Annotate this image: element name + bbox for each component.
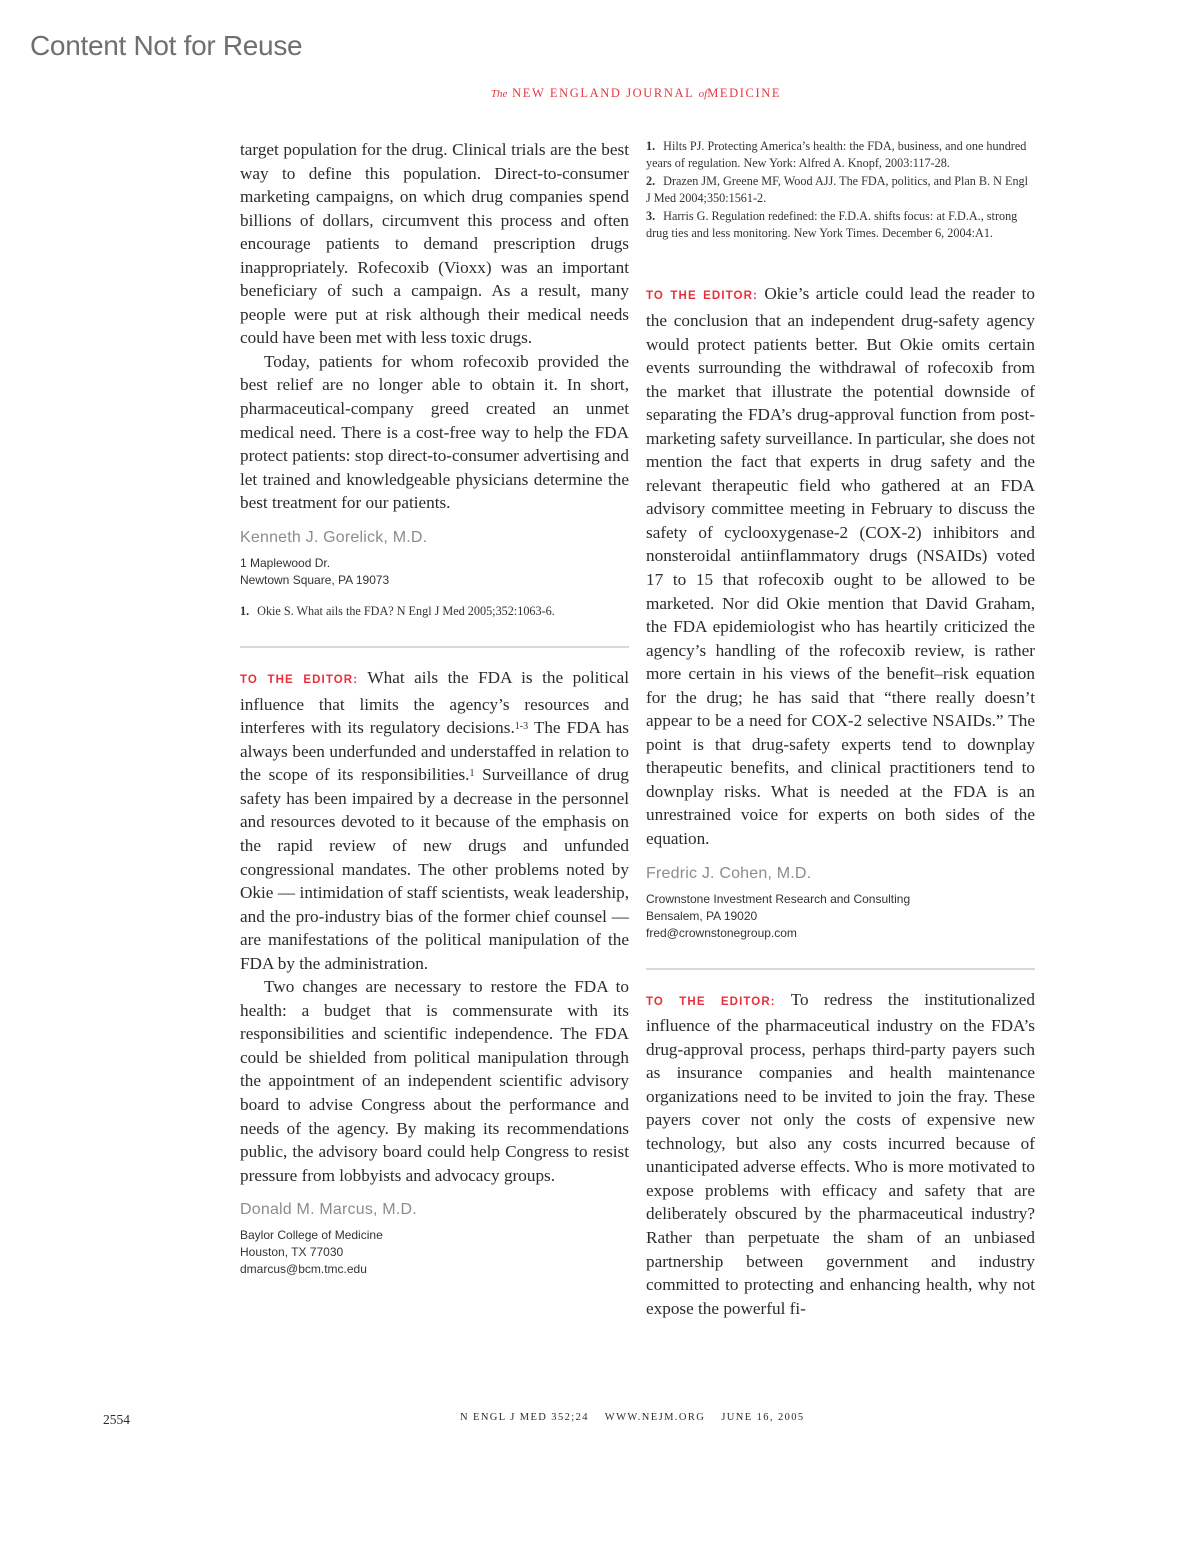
reference-text: Drazen JM, Greene MF, Wood AJJ. The FDA, politics, and Plan B. N Engl J Med 2004;350:1561-2. [646, 173, 1029, 206]
reference-text: Okie S. What ails the FDA? N Engl J Med 2005;352:1063-6. [257, 603, 555, 618]
reference-number: 1. [240, 603, 250, 618]
citation-superscript: 1 [469, 768, 475, 780]
letter-gorelick [240, 138, 629, 620]
reference-text: Hilts PJ. Protecting America’s health: the FDA, business, and one hundred years of regulation. New York: Alfred A. Knopf, 2003:117-28. [646, 139, 1027, 171]
letter-cohen [646, 282, 1035, 941]
author-signature: Donald M. Marcus, M.D. [240, 1201, 417, 1219]
journal-running-head [0, 86, 1200, 101]
letter-paragraph: Two changes are necessary to restore the FDA to health: a budget that is commensurate with its responsibilities and scientific independence. The FDA could be shielded from political manipulation through the appointment of an independent scientific advisory board to advise Congress about the performance and needs of the agency. By making its recommendations public, the advisory board could help Congress to resist pressure from lobbyists and advocacy groups. [240, 977, 629, 1185]
author-signature: Kenneth J. Gorelick, M.D. [240, 528, 428, 546]
to-the-editor-label: TO THE EDITOR: [240, 674, 359, 687]
reference-item [646, 208, 1035, 243]
citation-superscript: 1-3 [514, 721, 529, 733]
reference-item [240, 603, 629, 620]
author-address [240, 1227, 629, 1278]
reference-text: Harris G. Regulation redefined: the F.D.A. shifts focus: at F.D.A., strong drug ties and less monitoring. New York Times. December 6, 2004:A1. [646, 208, 1018, 241]
page-number: 2554 [103, 1412, 130, 1427]
journal-of: of [698, 88, 708, 100]
letter-marcus [240, 666, 629, 1278]
right-column [646, 138, 1035, 1320]
letter-paragraph: TO THE EDITOR: What ails the FDA is the political influence that limits the agency’s resources and interferes with its regulatory decisions.$^{1-3}$ The FDA has always been underfunded and understaffed in relation to the scope of its responsibilities.$^1$ Surveillance of drug safety has been impaired by a decrease in the personnel and resources devoted to it because of the emphasis on the rapid review of new drugs and unfunded congressional mandates. The other problems noted by Okie — intimidation of staff scientists, weak leadership, and the pro-industry bias of the former chief counsel — are manifestations of the political manipulation of the FDA by the administration. [240, 668, 629, 973]
author-email[interactable]: dmarcus@bcm.tmc.edu [240, 1262, 367, 1277]
letter-paragraph: TO THE EDITOR: Okie’s article could lead the reader to the conclusion that an independent drug-safety agency would protect patients better. But Okie omits certain events surrounding the withdrawal of rofecoxib from the market that illustrate the potential downside of separating the FDA’s drug-approval function from post-marketing safety surveillance. In particular, she does not mention the fact that experts in drug safety and the relevant therapeutic field who gathered at an FDA advisory committee meeting in February to discuss the safety of cyclooxygenase-2 (COX-2) inhibitors and nonsteroidal antiinflammatory drugs (NSAIDs) voted 17 to 15 that rofecoxib ought to be allowed to be marketed. Nor did Okie mention that David Graham, the FDA epidemiologist who has heartily criticized the agency’s handling of the rofecoxib review, is rather more certain in his views of the benefit–risk equation for the drug; he has said that “there really doesn’t appear to be a need for COX-2 selective NSAIDs.” The point is that drug-safety experts tend to downplay therapeutic benefits, and clinical practitioners tend to downplay risks. What is needed at the FDA is an unrestrained voice for experts on both sides of the equation. [646, 284, 1036, 849]
reference-number: 3. [646, 208, 656, 223]
letter-paragraph: Today, patients for whom rofecoxib provided the best relief are no longer able to obtain it. In short, pharmaceutical-company greed created an unmet medical need. There is a cost-free way to help the FDA protect patients: stop direct-to-consumer advertising and let trained and knowledgeable physicians determine the best treatment for our patients. [240, 351, 629, 513]
section-divider [240, 646, 629, 648]
author-signature: Fredric J. Cohen, M.D. [646, 864, 812, 882]
reference-number: 1. [646, 139, 656, 153]
author-address [646, 891, 1035, 942]
left-column [240, 138, 629, 1278]
author-email[interactable]: fred@crownstonegroup.com [646, 925, 797, 940]
reference-item [646, 138, 1035, 173]
address-line: Bensalem, PA 19020 [646, 908, 758, 923]
address-line: Baylor College of Medicine [240, 1228, 383, 1243]
section-divider [646, 968, 1035, 970]
letter-fourth [646, 988, 1035, 1321]
watermark: Content Not for Reuse [30, 30, 303, 61]
reference-list [240, 603, 629, 620]
journal-citation: N ENGL J MED 352;24 WWW.NEJM.ORG JUNE 16, 2005 [460, 1412, 805, 1423]
to-the-editor-label: TO THE EDITOR: [646, 995, 776, 1008]
address-line: Crownstone Investment Research and Consulting [646, 891, 911, 906]
journal-suffix: MEDICINE [707, 86, 782, 100]
letter-paragraph: TO THE EDITOR: To redress the institutionalized influence of the pharmaceutical industry on the FDA’s drug-approval process, perhaps third-party payers such as insurance companies and health maintenance organizations need to be invited to join the fray. These payers cover not only the costs of expensive new technology, but also any costs incurred because of unanticipated adverse effects. Who is more motivated to expose problems with efficacy and safety that are deliberately obscured by the pharmaceutical industry? Rather than perpetuate the sham of an unbiased partnership between government and industry committed to protecting and enhancing health, why not expose the powerful fi- [646, 989, 1035, 1318]
reference-item [646, 173, 1035, 208]
address-line: Houston, TX 77030 [240, 1245, 344, 1260]
website-link[interactable]: WWW.NEJM.ORG [604, 1412, 706, 1423]
issue-date: JUNE 16, 2005 [721, 1412, 805, 1423]
address-line: Newtown Square, PA 19073 [240, 572, 390, 587]
to-the-editor-label: TO THE EDITOR: [646, 290, 758, 303]
spacer [646, 242, 1035, 282]
reference-list [646, 138, 1035, 242]
author-address [240, 555, 629, 589]
journal-prefix: The [490, 88, 508, 100]
reference-number: 2. [646, 173, 656, 188]
letter-paragraph: target population for the drug. Clinical trials are the best way to define this population. Direct-to-consumer marketing campaigns, on which drug companies spend billions of dollars, circumvent this process and often encourage patients to demand prescription drugs inappropriately. Rofecoxib (Vioxx) was an important beneficiary of such a campaign. As a result, many people were put at risk although their medical needs could have been met with less toxic drugs. [240, 140, 629, 348]
journal-name: NEW ENGLAND JOURNAL [512, 86, 694, 100]
address-line: 1 Maplewood Dr. [240, 555, 331, 570]
